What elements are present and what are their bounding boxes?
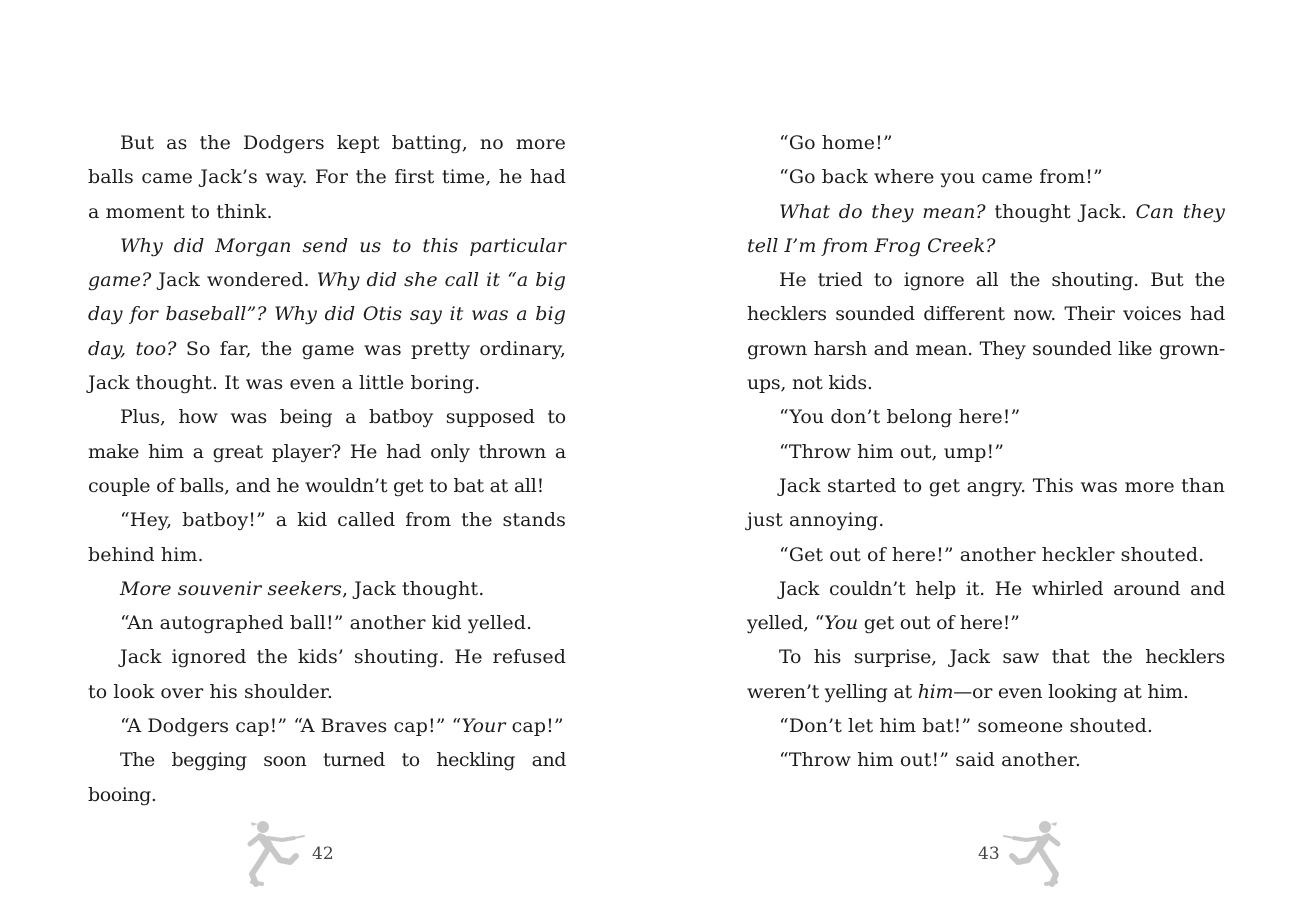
paragraph <box>747 195 1225 264</box>
text-run: Jack wondered. <box>151 269 317 292</box>
paragraph: “Go home!” <box>779 132 893 154</box>
italic-text: You <box>824 612 858 635</box>
paragraph: He tried to ignore all the shouting. But the hecklers sounded different now. Their voices had grown harsh and mean. They sounded like grown-ups, not kids. <box>747 269 1225 395</box>
text-run: —or even looking at him. <box>953 680 1189 703</box>
paragraph: The begging soon turned to heckling and booing. <box>88 749 566 806</box>
page-number: 43 <box>978 844 1000 864</box>
paragraph: “An autographed ball!” another kid yelled. <box>120 612 533 635</box>
paragraph <box>747 640 1225 709</box>
paragraph: “Go back where you came from!” <box>779 166 1103 189</box>
text-run: “A Dodgers cap!” “A Braves cap!” “ <box>120 715 462 738</box>
baseball-batter-silhouette-icon <box>246 818 308 888</box>
paragraph: But as the Dodgers kept batting, no more balls came Jack’s way. For the first time, he had a moment to think. <box>88 132 566 223</box>
italic-text: More souvenir seekers <box>120 577 343 600</box>
paragraph: “You don’t belong here!” <box>779 406 1021 429</box>
paragraph: Jack started to get angry. This was more than just annoying. <box>747 474 1225 532</box>
left-page-footer <box>246 818 366 890</box>
paragraph: “Hey, batboy!” a kid called from the stands behind him. <box>88 509 566 566</box>
italic-text: him <box>917 680 954 703</box>
italic-text: Why did she call it “a big day for baseball”? Why did Otis say it was a big day, too? <box>88 269 566 360</box>
italic-text: Why did Morgan send us to this particular game? <box>88 234 566 292</box>
paragraph: “Get out of here!” another heckler shouted. <box>779 543 1205 566</box>
italic-text: What do they mean? <box>779 200 986 223</box>
italic-text: Your <box>461 715 506 738</box>
left-page <box>88 126 566 812</box>
paragraph <box>747 572 1225 641</box>
text-run: Jack couldn’t help it. He whirled around and yelled, “ <box>747 577 1225 635</box>
right-page-footer <box>970 818 1090 890</box>
italic-text: Can they tell I’m from Frog Creek? <box>747 200 1225 257</box>
text-run: , Jack thought. <box>342 577 485 600</box>
text-run: So far, the game was pretty ordinary, Jack thought. It was even a little boring. <box>88 337 566 395</box>
page-number: 42 <box>312 844 334 864</box>
text-run: get out of here!” <box>857 612 1020 635</box>
text-run: thought Jack. <box>985 200 1136 223</box>
text-run: To his surprise, Jack saw that the hecklers weren’t yelling at <box>747 646 1225 703</box>
paragraph <box>88 709 566 743</box>
baseball-batter-silhouette-icon <box>1000 818 1062 888</box>
paragraph: Plus, how was being a batboy supposed to make him a great player? He had only thrown a couple of balls, and he wouldn’t get to bat at all! <box>88 406 566 497</box>
text-run: cap!” <box>505 715 564 738</box>
paragraph: Jack ignored the kids’ shouting. He refused to look over his shoulder. <box>88 646 566 703</box>
paragraph <box>88 572 566 606</box>
paragraph <box>88 229 566 400</box>
paragraph: “Throw him out, ump!” <box>779 440 1005 463</box>
paragraph: “Don’t let him bat!” someone shouted. <box>779 715 1154 738</box>
right-page <box>747 126 1225 778</box>
paragraph: “Throw him out!” said another. <box>779 749 1082 772</box>
